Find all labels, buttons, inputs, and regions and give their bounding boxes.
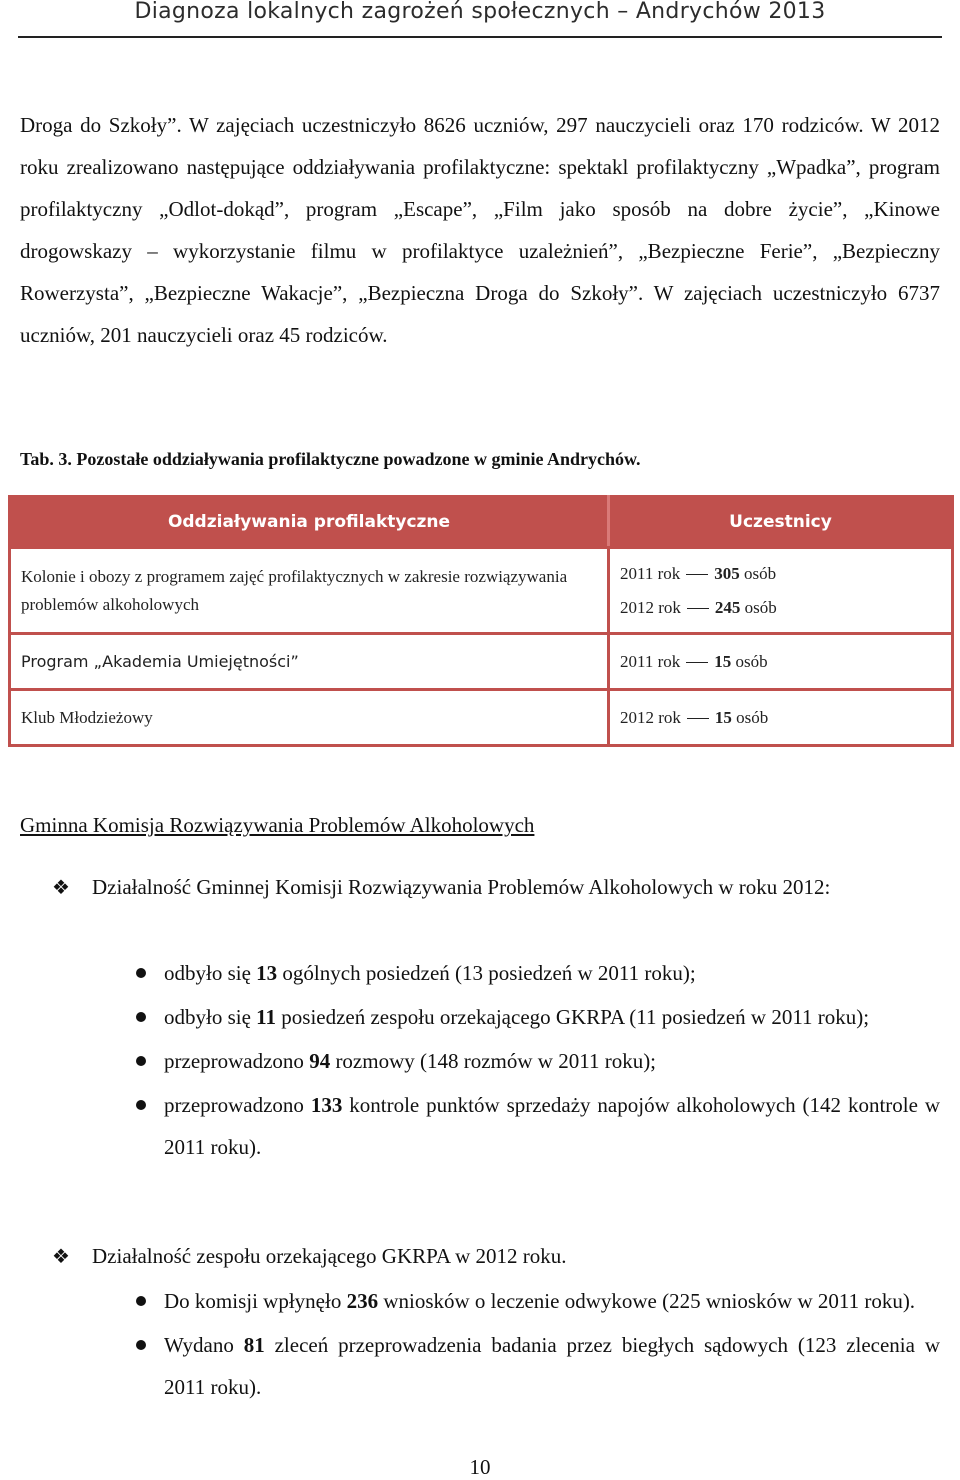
dash-icon [687, 718, 709, 720]
intro-text: Droga do Szkoły”. W zajęciach uczestniczyło 8626 uczniów, 297 nauczycieli oraz 170 rodziców. W 2012 roku zrealizowano następujące oddziaływania profilaktyczne: spektakl profilaktyczny „Wpadka”, program profilaktyczny „Odlot-dokąd”, program „Escape”, „Film jako sposób na dobre życie”, „Kinowe drogowskazy – wykorzystanie filmu w profilaktyce uzależnień”, „Bezpieczne Ferie”, „Bezpieczny Rowerzysta”, „Bezpieczne Wakacje”, „Bezpieczna Droga do Szkoły”. W zajęciach uczestniczyło 6737 uczniów, 201 nauczycieli oraz 45 rodziców. [20, 113, 940, 347]
diamond-bullet-icon: ❖ [52, 1244, 70, 1268]
entry-year: 2012 rok [620, 597, 681, 617]
item-text: rozmowy (148 rozmów w 2011 roku); [330, 1049, 657, 1073]
row-label-text: Kolonie i obozy z programem zajęć profilaktycznych w zakresie rozwiązywania problemów alkoholowych [21, 566, 568, 614]
diamond-bullet-icon: ❖ [52, 875, 70, 899]
running-header [0, 0, 960, 30]
entry-count: 15 [714, 707, 732, 727]
bullet-icon [136, 1340, 146, 1350]
item-text: kontrole punktów sprzedaży napojów alkoholowych (142 kontrole w 2011 roku). [164, 1093, 941, 1159]
bullet-icon [136, 1100, 146, 1110]
item-number: 236 [346, 1289, 379, 1313]
item-number: 94 [309, 1049, 331, 1073]
bullet-icon [136, 968, 146, 978]
dash-icon [686, 574, 708, 576]
column-header-participants: Uczestnicy [609, 497, 953, 548]
intro-paragraph [20, 104, 940, 356]
row-label [10, 548, 609, 634]
item-text: posiedzeń zespołu orzekającego GKRPA (11 posiedzeń w 2011 roku); [276, 1005, 870, 1029]
bullet-icon [136, 1012, 146, 1022]
header-divider [18, 36, 942, 38]
row-participants [609, 634, 953, 690]
list-item [136, 1280, 940, 1322]
item-text: przeprowadzono [164, 1049, 310, 1073]
bullet-icon [136, 1296, 146, 1306]
row-participants [609, 690, 953, 746]
entry-year: 2012 rok [620, 707, 681, 727]
participant-entry [620, 557, 941, 591]
item-number: 81 [243, 1333, 265, 1357]
item-number: 133 [310, 1093, 343, 1117]
entry-unit: osób [744, 563, 777, 583]
dash-icon [686, 662, 708, 664]
column-header-activities: Oddziaływania profilaktyczne [10, 497, 609, 548]
group-heading-text: Działalność zespołu orzekającego GKRPA w 2012 roku. [92, 1244, 567, 1268]
dash-icon [687, 608, 709, 610]
page-number: 10 [469, 1455, 491, 1479]
list-item [136, 1084, 940, 1168]
entry-unit: osób [735, 651, 768, 671]
commission-list [136, 952, 940, 1170]
list-item [136, 996, 940, 1038]
entry-count: 15 [714, 651, 732, 671]
group-heading-commission [52, 866, 940, 908]
item-text: odbyło się [164, 961, 257, 985]
row-label [10, 690, 609, 746]
item-text: zleceń przeprowadzenia badania przez biegłych sądowych (123 zlecenia w 2011 roku). [164, 1333, 940, 1399]
item-text: Wydano [164, 1333, 244, 1357]
entry-unit: osób [744, 597, 777, 617]
bullet-icon [136, 1056, 146, 1066]
item-text: odbyło się [164, 1005, 257, 1029]
row-label [10, 634, 609, 690]
row-label-text: Program „Akademia Umiejętności” [21, 651, 299, 671]
list-item [136, 1040, 940, 1082]
participant-entry [620, 645, 941, 679]
entry-unit: osób [736, 707, 769, 727]
entry-count: 245 [714, 597, 741, 617]
table-row [10, 690, 953, 746]
group-heading-team [52, 1235, 940, 1277]
table-header-row [10, 497, 953, 548]
table-caption: Tab. 3. Pozostałe oddziaływania profilaktyczne powadzone w gminie Andrychów. [20, 449, 641, 469]
group-heading-text: Działalność Gminnej Komisji Rozwiązywania Problemów Alkoholowych w roku 2012: [92, 875, 831, 899]
participant-entry [620, 701, 941, 735]
item-text: ogólnych posiedzeń (13 posiedzeń w 2011 roku); [277, 961, 696, 985]
entry-year: 2011 rok [620, 563, 681, 583]
entry-count: 305 [714, 563, 740, 583]
section-title: Gminna Komisja Rozwiązywania Problemów Alkoholowych [20, 813, 535, 837]
row-participants [609, 548, 953, 634]
team-list [136, 1280, 940, 1410]
participant-entry [620, 591, 941, 625]
item-number: 11 [256, 1005, 277, 1029]
row-label-text: Klub Młodzieżowy [21, 707, 153, 727]
activities-table [8, 495, 954, 747]
item-text: Do komisji wpłynęło [164, 1289, 347, 1313]
header-title: Diagnoza lokalnych zagrożeń społecznych – Andrychów 2013 [134, 0, 826, 24]
table-row [10, 634, 953, 690]
entry-year: 2011 rok [620, 651, 681, 671]
list-item [136, 952, 940, 994]
item-text: przeprowadzono [164, 1093, 311, 1117]
list-item [136, 1324, 940, 1408]
item-number: 13 [256, 961, 278, 985]
item-text: wniosków o leczenie odwykowe (225 wniosków w 2011 roku). [378, 1289, 916, 1313]
table-row [10, 548, 953, 634]
